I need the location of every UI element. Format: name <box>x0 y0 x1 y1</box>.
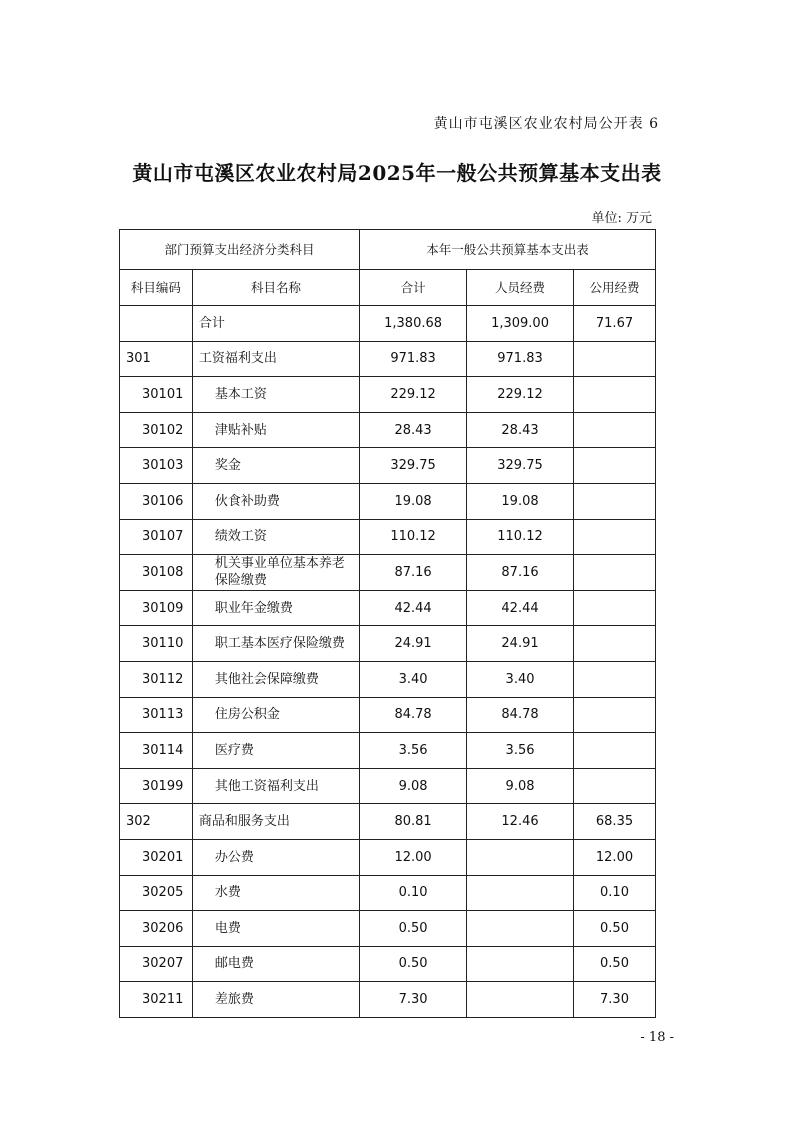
cell-code: 30101 <box>120 377 193 413</box>
cell-name: 工资福利支出 <box>192 341 359 377</box>
table-row <box>120 483 656 519</box>
cell-code: 30113 <box>120 697 193 733</box>
cell-personnel: 84.78 <box>467 697 574 733</box>
cell-name: 邮电费 <box>192 946 359 982</box>
cell-code: 30114 <box>120 733 193 769</box>
table-row <box>120 661 656 697</box>
cell-total: 0.50 <box>360 911 467 947</box>
cell-personnel: 42.44 <box>467 590 574 626</box>
column-header-code: 科目编码 <box>120 270 193 306</box>
cell-public: 68.35 <box>574 804 656 840</box>
unit-label: 单位: 万元 <box>591 211 652 226</box>
column-header-row <box>120 270 656 306</box>
page-title: 黄山市屯溪区农业农村局2025年一般公共预算基本支出表 <box>132 161 662 185</box>
cell-code: 30103 <box>120 448 193 484</box>
cell-total: 24.91 <box>360 626 467 662</box>
cell-personnel: 229.12 <box>467 377 574 413</box>
column-header-personnel: 人员经费 <box>467 270 574 306</box>
cell-personnel: 3.56 <box>467 733 574 769</box>
cell-public <box>574 626 656 662</box>
table-row <box>120 768 656 804</box>
cell-code: 30205 <box>120 875 193 911</box>
table-row <box>120 555 656 591</box>
cell-name: 绩效工资 <box>192 519 359 555</box>
cell-code: 302 <box>120 804 193 840</box>
cell-code: 30108 <box>120 555 193 591</box>
budget-table <box>119 229 656 1018</box>
cell-public <box>574 590 656 626</box>
cell-personnel <box>467 839 574 875</box>
cell-code: 301 <box>120 341 193 377</box>
document-label: 黄山市屯溪区农业农村局公开表 6 <box>433 116 659 132</box>
cell-public: 12.00 <box>574 839 656 875</box>
cell-name: 伙食补助费 <box>192 483 359 519</box>
cell-code: 30107 <box>120 519 193 555</box>
cell-public: 0.50 <box>574 911 656 947</box>
cell-code: 30211 <box>120 982 193 1018</box>
cell-public: 7.30 <box>574 982 656 1018</box>
cell-total: 3.40 <box>360 661 467 697</box>
column-header-total: 合计 <box>360 270 467 306</box>
cell-personnel: 110.12 <box>467 519 574 555</box>
page-number: - 18 - <box>640 1030 674 1045</box>
cell-personnel: 19.08 <box>467 483 574 519</box>
cell-personnel: 1,309.00 <box>467 306 574 342</box>
cell-personnel: 12.46 <box>467 804 574 840</box>
cell-total: 1,380.68 <box>360 306 467 342</box>
cell-total: 110.12 <box>360 519 467 555</box>
cell-total: 3.56 <box>360 733 467 769</box>
cell-code: 30109 <box>120 590 193 626</box>
cell-personnel: 24.91 <box>467 626 574 662</box>
cell-name: 基本工资 <box>192 377 359 413</box>
cell-total: 28.43 <box>360 412 467 448</box>
table-row <box>120 519 656 555</box>
table-row <box>120 341 656 377</box>
cell-public <box>574 448 656 484</box>
cell-personnel: 9.08 <box>467 768 574 804</box>
cell-total: 971.83 <box>360 341 467 377</box>
cell-public <box>574 697 656 733</box>
table-row <box>120 448 656 484</box>
table-row <box>120 377 656 413</box>
cell-code <box>120 306 193 342</box>
table-row <box>120 839 656 875</box>
cell-name: 办公费 <box>192 839 359 875</box>
cell-personnel <box>467 911 574 947</box>
cell-name: 津贴补贴 <box>192 412 359 448</box>
cell-total: 19.08 <box>360 483 467 519</box>
table-row <box>120 590 656 626</box>
cell-public <box>574 341 656 377</box>
cell-name: 医疗费 <box>192 733 359 769</box>
cell-total: 87.16 <box>360 555 467 591</box>
table-row <box>120 626 656 662</box>
table-row <box>120 982 656 1018</box>
cell-total: 0.50 <box>360 946 467 982</box>
cell-total: 12.00 <box>360 839 467 875</box>
cell-public: 0.50 <box>574 946 656 982</box>
cell-name: 电费 <box>192 911 359 947</box>
cell-public <box>574 733 656 769</box>
cell-personnel: 3.40 <box>467 661 574 697</box>
cell-name: 职工基本医疗保险缴费 <box>192 626 359 662</box>
cell-personnel <box>467 875 574 911</box>
group-header-category: 部门预算支出经济分类科目 <box>120 230 360 270</box>
table-row <box>120 697 656 733</box>
cell-personnel: 971.83 <box>467 341 574 377</box>
cell-code: 30106 <box>120 483 193 519</box>
table-row <box>120 946 656 982</box>
cell-public <box>574 661 656 697</box>
table-row <box>120 875 656 911</box>
cell-total: 0.10 <box>360 875 467 911</box>
cell-public <box>574 483 656 519</box>
group-header-row <box>120 230 656 270</box>
cell-public: 71.67 <box>574 306 656 342</box>
cell-total: 329.75 <box>360 448 467 484</box>
cell-public <box>574 555 656 591</box>
cell-public <box>574 377 656 413</box>
cell-name: 商品和服务支出 <box>192 804 359 840</box>
table-row <box>120 733 656 769</box>
cell-code: 30110 <box>120 626 193 662</box>
cell-name: 机关事业单位基本养老保险缴费 <box>192 555 359 591</box>
cell-name: 差旅费 <box>192 982 359 1018</box>
cell-total: 84.78 <box>360 697 467 733</box>
cell-total: 229.12 <box>360 377 467 413</box>
column-header-name: 科目名称 <box>192 270 359 306</box>
column-header-public: 公用经费 <box>574 270 656 306</box>
table-row <box>120 412 656 448</box>
cell-personnel <box>467 982 574 1018</box>
cell-personnel <box>467 946 574 982</box>
cell-public <box>574 519 656 555</box>
cell-code: 30201 <box>120 839 193 875</box>
table-row <box>120 306 656 342</box>
cell-name: 职业年金缴费 <box>192 590 359 626</box>
group-header-budget: 本年一般公共预算基本支出表 <box>360 230 656 270</box>
cell-total: 42.44 <box>360 590 467 626</box>
cell-code: 30102 <box>120 412 193 448</box>
cell-name: 住房公积金 <box>192 697 359 733</box>
cell-code: 30207 <box>120 946 193 982</box>
table-row <box>120 911 656 947</box>
cell-public <box>574 768 656 804</box>
cell-personnel: 87.16 <box>467 555 574 591</box>
cell-personnel: 28.43 <box>467 412 574 448</box>
cell-code: 30199 <box>120 768 193 804</box>
cell-total: 80.81 <box>360 804 467 840</box>
cell-code: 30206 <box>120 911 193 947</box>
cell-code: 30112 <box>120 661 193 697</box>
table-row <box>120 804 656 840</box>
cell-name: 合计 <box>192 306 359 342</box>
cell-public: 0.10 <box>574 875 656 911</box>
cell-total: 9.08 <box>360 768 467 804</box>
cell-name: 水费 <box>192 875 359 911</box>
cell-total: 7.30 <box>360 982 467 1018</box>
cell-name: 奖金 <box>192 448 359 484</box>
cell-public <box>574 412 656 448</box>
cell-personnel: 329.75 <box>467 448 574 484</box>
cell-name: 其他工资福利支出 <box>192 768 359 804</box>
cell-name: 其他社会保障缴费 <box>192 661 359 697</box>
